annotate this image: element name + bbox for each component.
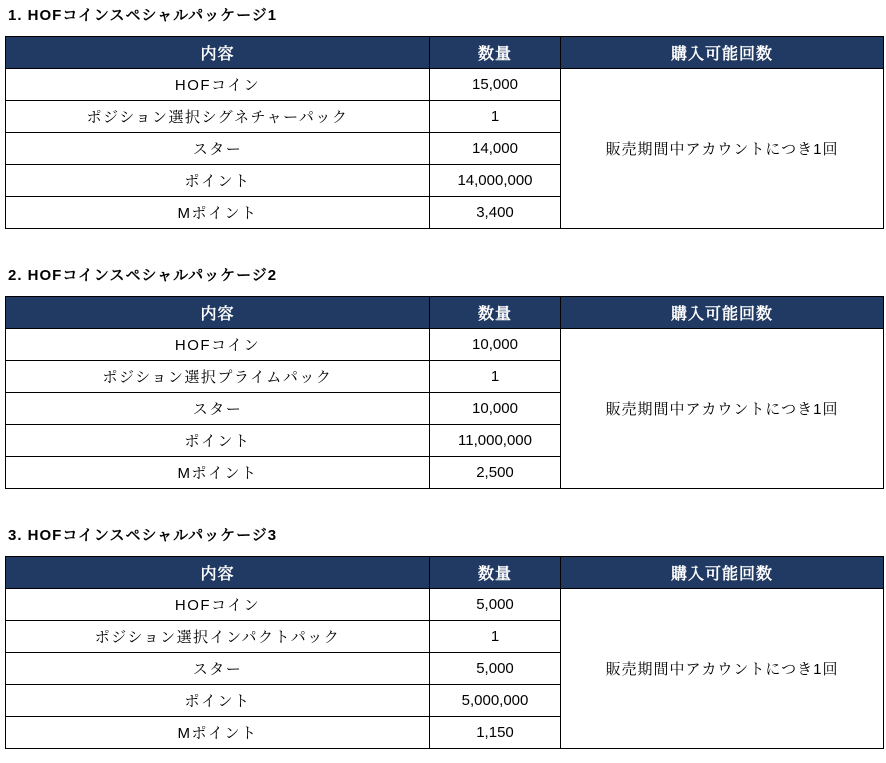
- quantity-cell: 15,000: [430, 69, 561, 101]
- item-name-cell: Mポイント: [6, 197, 430, 229]
- table-row: [6, 589, 884, 621]
- quantity-cell: 14,000,000: [430, 165, 561, 197]
- item-name-cell: Mポイント: [6, 457, 430, 489]
- quantity-cell: 1: [430, 361, 561, 393]
- quantity-cell: 1,150: [430, 717, 561, 749]
- package-table: [5, 296, 884, 489]
- package-table: [5, 36, 884, 229]
- column-header-purchase-limit: 購入可能回数: [561, 37, 884, 69]
- column-header-contents: 内容: [6, 557, 430, 589]
- quantity-cell: 1: [430, 621, 561, 653]
- item-name-cell: スター: [6, 653, 430, 685]
- package-section-2: [0, 267, 886, 489]
- quantity-cell: 10,000: [430, 329, 561, 361]
- column-header-contents: 内容: [6, 37, 430, 69]
- table-header-row: [6, 37, 884, 69]
- quantity-cell: 3,400: [430, 197, 561, 229]
- table-row: [6, 329, 884, 361]
- item-name-cell: ポイント: [6, 685, 430, 717]
- purchase-limit-cell: 販売期間中アカウントにつき1回: [561, 589, 884, 749]
- item-name-cell: HOFコイン: [6, 589, 430, 621]
- table-header-row: [6, 557, 884, 589]
- item-name-cell: ポイント: [6, 425, 430, 457]
- quantity-cell: 5,000: [430, 589, 561, 621]
- item-name-cell: HOFコイン: [6, 69, 430, 101]
- column-header-quantity: 数量: [430, 557, 561, 589]
- column-header-purchase-limit: 購入可能回数: [561, 297, 884, 329]
- package-title: 2. HOFコインスペシャルパッケージ2: [8, 267, 278, 284]
- item-name-cell: ポジション選択シグネチャーパック: [6, 101, 430, 133]
- column-header-quantity: 数量: [430, 37, 561, 69]
- purchase-limit-cell: 販売期間中アカウントにつき1回: [561, 69, 884, 229]
- item-name-cell: ポジション選択インパクトパック: [6, 621, 430, 653]
- item-name-cell: スター: [6, 133, 430, 165]
- quantity-cell: 11,000,000: [430, 425, 561, 457]
- item-name-cell: ポイント: [6, 165, 430, 197]
- package-section-1: [0, 7, 886, 229]
- package-title: 1. HOFコインスペシャルパッケージ1: [8, 7, 278, 24]
- quantity-cell: 14,000: [430, 133, 561, 165]
- quantity-cell: 5,000,000: [430, 685, 561, 717]
- quantity-cell: 2,500: [430, 457, 561, 489]
- column-header-purchase-limit: 購入可能回数: [561, 557, 884, 589]
- quantity-cell: 5,000: [430, 653, 561, 685]
- column-header-quantity: 数量: [430, 297, 561, 329]
- quantity-cell: 1: [430, 101, 561, 133]
- table-header-row: [6, 297, 884, 329]
- package-section-3: [0, 527, 886, 749]
- table-row: [6, 69, 884, 101]
- item-name-cell: スター: [6, 393, 430, 425]
- item-name-cell: ポジション選択プライムパック: [6, 361, 430, 393]
- package-table: [5, 556, 884, 749]
- item-name-cell: HOFコイン: [6, 329, 430, 361]
- package-title: 3. HOFコインスペシャルパッケージ3: [8, 527, 278, 544]
- quantity-cell: 10,000: [430, 393, 561, 425]
- item-name-cell: Mポイント: [6, 717, 430, 749]
- purchase-limit-cell: 販売期間中アカウントにつき1回: [561, 329, 884, 489]
- column-header-contents: 内容: [6, 297, 430, 329]
